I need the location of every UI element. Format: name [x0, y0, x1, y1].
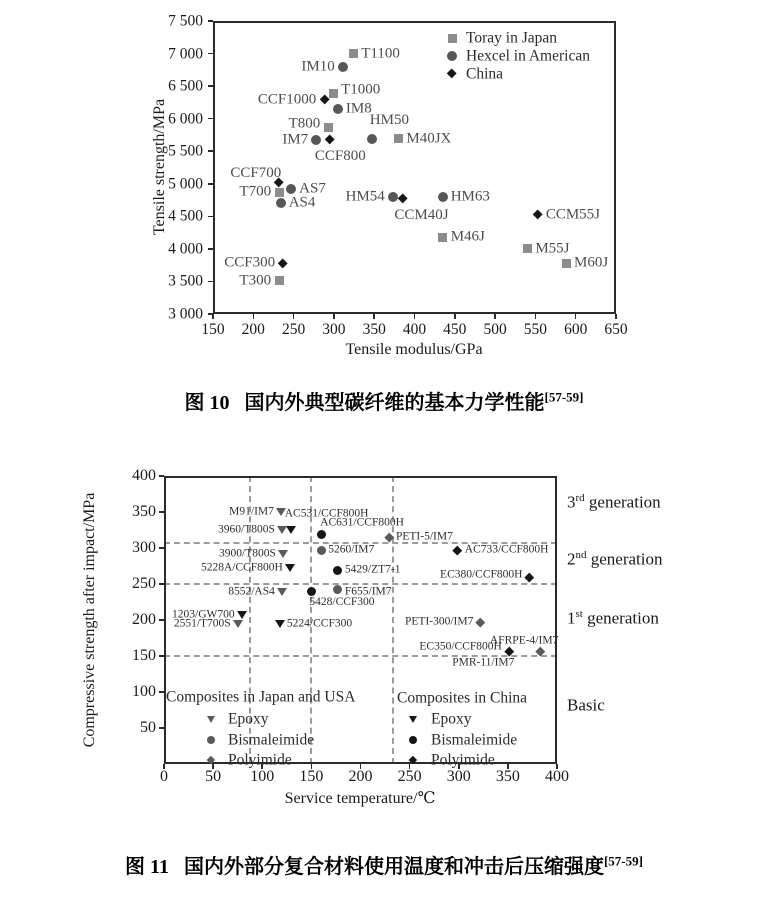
point-label-hm63: HM63 — [450, 188, 490, 205]
legend-composites-in-japan-and-usa-epoxy-triangle-down-marker — [207, 716, 215, 723]
point-label-pmr-11-im7: PMR-11/IM7 — [452, 656, 515, 669]
y-axis-tick-label: 4 000 — [168, 240, 203, 258]
legend-label-toray-in-japan: Toray in Japan — [466, 29, 558, 47]
point-label-im7: IM7 — [282, 131, 309, 147]
legend-item-composites-in-china-bismaleimide: Bismaleimide — [431, 731, 518, 749]
x-axis-tick-label: 400 — [545, 768, 569, 785]
point-label-m91-im7: M91/IM7 — [229, 505, 274, 518]
point-label-ec380-ccf800h: EC380/CCF800H — [440, 568, 523, 581]
point-label-f655-im7: F655/IM7 — [344, 585, 392, 597]
point-label-t700: T700 — [239, 183, 272, 200]
point-label-im8: IM8 — [345, 100, 372, 117]
point-label-5260-im7: 5260/IM7 — [328, 543, 375, 556]
point-8552-as4-triangle-down-marker — [277, 588, 287, 596]
x-axis-tick-label: 200 — [348, 768, 373, 785]
figure10-caption-text: 国内外典型碳纤维的基本力学性能 — [244, 392, 545, 414]
x-axis-tick-label: 100 — [250, 768, 275, 785]
zone-label-1-generation: 1st generation — [567, 607, 659, 628]
y-axis-tick-label: 7 000 — [168, 44, 203, 62]
y-axis-tick-label: 50 — [140, 719, 156, 736]
y-axis-title: Compressive strength after impact/MPa — [81, 492, 98, 748]
y-axis-tick-label: 3 500 — [168, 272, 203, 290]
y-axis-tick-label: 250 — [132, 575, 156, 592]
y-axis-tick — [159, 655, 164, 657]
y-axis-tick-label: 4 500 — [168, 207, 203, 225]
point-label-m46j: M46J — [450, 228, 485, 245]
figure10-caption-tag: 图 10 — [184, 392, 230, 414]
legend-item-composites-in-japan-and-usa-epoxy: Epoxy — [228, 710, 269, 728]
point-label-ccf800: CCF800 — [314, 147, 366, 164]
point-label-t1100: T1100 — [361, 45, 400, 62]
x-axis-title: Service temperature/℃ — [284, 790, 436, 807]
y-axis-tick — [159, 547, 164, 549]
x-axis-tick-label: 350 — [495, 768, 520, 785]
point-5260-im7-circle-marker — [317, 546, 326, 555]
point-label-3900-t800s: 3900/T800S — [219, 547, 276, 559]
x-axis-tick-label: 250 — [281, 321, 306, 338]
figure11-caption — [0, 854, 768, 880]
legend-composites-in-china-bismaleimide-circle-marker — [409, 736, 417, 744]
figure11-caption-text: 国内外部分复合材料使用温度和冲击后压缩强度 — [183, 856, 604, 878]
legend-composites-in-china-epoxy-triangle-down-marker — [409, 716, 417, 723]
y-axis-tick-label: 100 — [132, 683, 156, 700]
y-axis-tick-label: 6 000 — [168, 109, 203, 127]
y-axis-tick-label: 3 000 — [168, 305, 203, 323]
point-label-m60j: M60J — [574, 254, 609, 271]
point-label-peti-300-im7: PETI-300/IM7 — [405, 615, 474, 628]
point-label-1203-gw700: 1203/GW700 — [172, 608, 235, 621]
point-label-ccm40j: CCM40J — [394, 206, 449, 223]
point-1203-gw700-triangle-down-marker — [237, 611, 247, 619]
x-axis-tick-label: 350 — [362, 321, 386, 338]
y-axis-tick — [159, 511, 164, 513]
zone-label-basic: Basic — [567, 695, 605, 715]
point-2551-t700s-triangle-down-marker — [233, 620, 243, 628]
point-label-ccm55j: CCM55J — [545, 206, 600, 223]
x-axis-tick-label: 650 — [604, 321, 628, 338]
x-axis-tick-label: 0 — [160, 768, 168, 785]
figure10-caption-ref: [57-59] — [544, 389, 584, 405]
y-axis-tick-label: 6 500 — [168, 77, 203, 95]
x-axis-tick-label: 150 — [201, 321, 225, 338]
point-label-m40jx: M40JX — [406, 130, 452, 147]
point-label-hm50: HM50 — [369, 111, 409, 128]
point-label-peti-5-im7: PETI-5/IM7 — [395, 530, 453, 543]
legend-composites-in-japan-and-usa-bismaleimide-circle-marker — [207, 736, 215, 744]
y-axis-tick-label: 150 — [132, 647, 156, 664]
point-label-hm54: HM54 — [345, 188, 385, 205]
x-axis-title: Tensile modulus/GPa — [345, 341, 483, 358]
point-label-ccf300: CCF300 — [224, 254, 276, 271]
figure11-caption-tag: 图 11 — [125, 856, 169, 878]
point-label-ac531-ccf800h: AC531/CCF800H — [284, 507, 369, 520]
y-axis-title: Tensile strength/MPa — [151, 98, 168, 236]
point-5224-ccf300-triangle-down-marker — [275, 620, 285, 628]
y-axis-tick-label: 7 500 — [168, 12, 203, 30]
x-axis-tick-label: 200 — [241, 321, 265, 338]
x-axis-tick-label: 300 — [322, 321, 346, 338]
y-axis-tick — [159, 619, 164, 621]
y-axis-tick — [159, 691, 164, 693]
point-label-ac631-ccf800h: AC631/CCF800H — [320, 516, 404, 529]
point-label-afrpe-4-im7: AFRPE-4/IM7 — [489, 634, 559, 647]
y-axis-tick-label: 400 — [132, 467, 156, 484]
point-label-5428-ccf300: 5428/CCF300 — [309, 596, 375, 609]
legend-label-china: China — [466, 65, 504, 83]
y-axis-tick — [159, 475, 164, 477]
point-label-as4: AS4 — [288, 194, 316, 211]
point-5228a-ccf800h-triangle-down-marker — [285, 564, 295, 572]
legend-item-composites-in-china-epoxy: Epoxy — [431, 710, 472, 728]
y-axis-tick — [159, 727, 164, 729]
x-axis-tick-label: 600 — [564, 321, 588, 338]
point-label-t800: T800 — [288, 115, 321, 132]
point-ac531-ccf800h-triangle-down-marker — [286, 526, 296, 534]
x-axis-tick-label: 50 — [205, 768, 222, 785]
y-axis-tick-label: 5 000 — [168, 175, 203, 193]
y-axis-tick-label: 200 — [132, 611, 156, 628]
point-label-t300: T300 — [239, 272, 272, 289]
point-label-t1000: T1000 — [341, 81, 381, 98]
x-axis-tick-label: 550 — [523, 321, 548, 338]
point-label-8552-as4: 8552/AS4 — [228, 585, 275, 598]
x-axis-tick-label: 300 — [446, 768, 471, 785]
x-axis-tick-label: 150 — [299, 768, 324, 785]
y-axis-tick-label: 5 500 — [168, 142, 203, 160]
point-label-ec350-ccf800h: EC350/CCF800H — [419, 640, 502, 653]
point-label-5228a-ccf800h: 5228A/CCF800H — [200, 561, 283, 574]
point-label-3960-t800s: 3960/T800S — [218, 523, 275, 536]
point-5428-ccf300-circle-marker — [307, 587, 316, 596]
point-label-5429-zt7-1: 5429/ZT7-1 — [344, 563, 401, 576]
y-axis-tick-label: 350 — [132, 503, 156, 520]
legend-title-composites-in-japan-and-usa: Composites in Japan and USA — [166, 688, 356, 706]
point-label-2551-t700s: 2551/T700S — [173, 617, 231, 630]
y-axis-tick-label: 300 — [132, 539, 156, 556]
legend-title-composites-in-china: Composites in China — [397, 689, 528, 707]
point-label-ac733-ccf800h: AC733/CCF800H — [464, 543, 549, 556]
y-axis-tick — [159, 583, 164, 585]
x-axis-tick-label: 450 — [443, 321, 467, 338]
point-label-ccf700: CCF700 — [230, 165, 282, 182]
point-label-ccf1000: CCF1000 — [257, 91, 317, 108]
point-label-5224-ccf300: 5224/CCF300 — [286, 616, 353, 629]
legend-item-composites-in-china-polyimide: Polyimide — [431, 751, 495, 769]
figure11-caption-ref: [57-59] — [603, 853, 643, 869]
point-label-m55j: M55J — [535, 240, 570, 257]
x-axis-tick-label: 500 — [483, 321, 507, 338]
zone-label-2-generation: 2nd generation — [567, 548, 663, 569]
legend-item-composites-in-japan-and-usa-bismaleimide: Bismaleimide — [228, 731, 315, 749]
zone-label-3-generation: 3rd generation — [567, 491, 661, 512]
legend-item-composites-in-japan-and-usa-polyimide: Polyimide — [228, 751, 292, 769]
point-label-as7: AS7 — [299, 180, 326, 197]
x-axis-tick-label: 250 — [397, 768, 422, 785]
legend-label-hexcel-in-american: Hexcel in American — [466, 47, 590, 65]
point-3900-t800s-triangle-down-marker — [278, 550, 288, 558]
point-ac631-ccf800h-circle-marker — [317, 530, 326, 539]
point-label-im10: IM10 — [301, 58, 335, 75]
x-axis-tick-label: 400 — [402, 321, 427, 338]
